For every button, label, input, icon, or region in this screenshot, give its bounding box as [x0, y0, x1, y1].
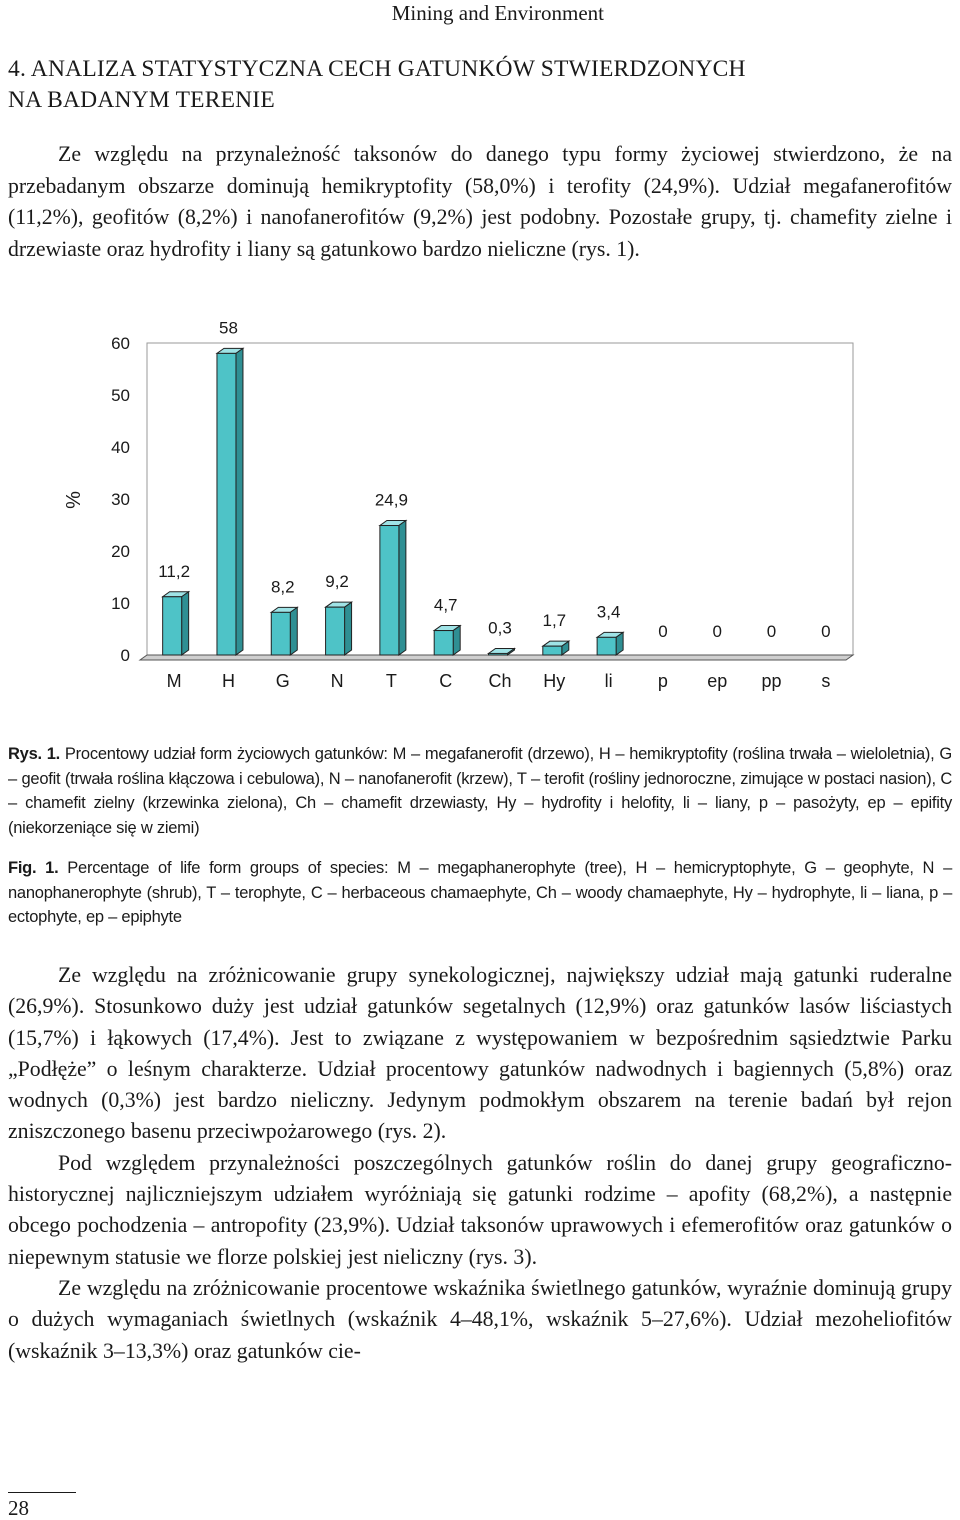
x-tick-label: ep: [707, 671, 728, 691]
y-tick-label: 40: [111, 438, 130, 457]
chart-floor: [140, 655, 853, 660]
caption-en-label: Fig. 1.: [8, 859, 59, 877]
bar: [489, 653, 508, 655]
bar: [217, 353, 236, 655]
bar: [326, 607, 345, 655]
y-tick-label: 0: [120, 646, 130, 665]
data-label: 24,9: [374, 490, 408, 510]
bar: [597, 637, 616, 655]
running-title: Mining and Environment: [391, 1, 604, 25]
x-tick-label: M: [166, 671, 182, 691]
y-tick-label: 30: [111, 490, 130, 509]
x-tick-label: pp: [761, 671, 782, 691]
caption-en-text: Percentage of life form groups of species: M – megaphanerophyte (tree), H – hemicryptophyte, G – geophyte, N – nanophanerophyte (shrub), T – terophyte, C – herbaceous chamaephyte, Ch – woody chamaephyte, Hy – hydrophyte, li – liana, p – ectophyte, ep – epiphyte: [8, 859, 952, 926]
plot-frame: [147, 343, 853, 655]
body-text: [8, 960, 952, 1367]
data-label: 11,2: [158, 561, 191, 581]
body-paragraph: Pod względem przynależności poszczególnych gatunków roślin do danej grupy geograficzno-historycznej najliczniejszym udziałem wyróżniają się gatunki rodzime – apofity (68,2%), a następnie obcego pochodzenia – antropofity (23,9%). Udział taksonów uprawowych i efemerofitów oraz gatunków o niepewnym statusie we florze polskiej jest nieliczny (rys. 3).: [8, 1150, 952, 1269]
data-label: 0: [658, 622, 668, 641]
data-label: 0: [766, 622, 777, 641]
bar-side: [182, 592, 189, 655]
x-tick-label: Ch: [488, 671, 512, 691]
x-tick-label: p: [657, 671, 668, 691]
bar-side: [399, 521, 406, 655]
bar: [271, 612, 290, 655]
y-tick-label: 60: [111, 334, 130, 353]
footer-rule: [8, 1492, 76, 1493]
y-tick-label: 10: [111, 594, 130, 613]
x-tick-label: Hy: [543, 671, 566, 691]
data-label: 8,2: [270, 577, 295, 597]
section-title-line-1: 4. ANALIZA STATYSTYCZNA CECH GATUNKÓW STWIERDZONYCH: [8, 56, 746, 82]
bar: [543, 646, 562, 655]
intro-paragraph: Ze względu na przynależność taksonów do danego typu formy życiowej stwierdzono, że na przebadanym obszarze dominują hemikryptofity (58,0%) i terofity (24,9%). Udział megafanerofitów (11,2%), geofitów (8,2%) i nanofanerofitów (9,2%) jest podobny. Pozostałe grupy, tj. chamefity zielne i drzewiaste oraz hydrofity i liany są gatunkowo bardzo nieliczne (rys. 1).: [8, 142, 952, 262]
section-title-line-2: NA BADANYM TERENIE: [8, 87, 275, 113]
x-tick-label: N: [330, 671, 344, 691]
section-title: [8, 54, 938, 116]
caption-pl-text: Procentowy udział form życiowych gatunków: M – megafanerofit (drzewo), H – hemikryptofity (roślina trwała – wieloletnia), G – geofit (trwała roślina kłączowa i cebulowa), N – nanofanerofit (krzew), T – terofit (rośliny jednoroczne, zimujące w postaci nasion), C – chamefit zielny (krzewinka zielona), Ch – chamefit drzewiasty, Hy – hydrofity i helofity, li – liany, p – pasożyty, ep – epifity (niekorzeniące się w ziemi): [8, 745, 952, 837]
body-paragraph: Ze względu na zróżnicowanie procentowe wskaźnika świetlnego gatunków, wyraźnie dominują grupy o dużych wymaganiach świetlnych (wskaźnik 4–48,1%, wskaźnik 5–27,6%). Udział mezoheliofitów (wskaźnik 3–13,3%) oraz gatunków cie-: [8, 1275, 952, 1363]
caption-pl-label: Rys. 1.: [8, 745, 61, 763]
bar-side: [453, 626, 460, 655]
x-tick-label: T: [385, 671, 397, 691]
bar-side: [290, 607, 297, 655]
data-label: 9,2: [325, 572, 349, 592]
x-tick-label: H: [221, 671, 235, 691]
data-label: 0,3: [488, 618, 512, 638]
data-label: 1,7: [542, 611, 567, 631]
bar: [434, 631, 453, 655]
x-tick-label: C: [439, 671, 453, 691]
y-axis-label: %: [63, 491, 85, 509]
data-label: 0: [712, 622, 722, 641]
bar-side: [236, 348, 243, 655]
bar: [380, 526, 399, 655]
data-label: 3,4: [596, 602, 621, 622]
x-tick-label: G: [275, 671, 290, 691]
figure-caption-english: [8, 856, 952, 930]
data-label: 58: [219, 318, 238, 338]
intro-paragraph-block: [8, 139, 952, 266]
x-tick-label: li: [604, 671, 613, 691]
body-paragraph: Ze względu na zróżnicowanie grupy synekologicznej, największy udział mają gatunki ruderalne (26,9%). Stosunkowo duży jest udział gatunków segetalnych (12,9%) oraz gatunków lasów liściastych (15,7%) i łąkowych (17,4%). Jest to związane z występowaniem w bezpośrednim sąsiedztwie Parku „Podłęże” o leśnym charakterze. Udział procentowy gatunków nadwodnych i bagiennych (5,8%) oraz wodnych (0,3%) jest bardzo nieliczny. Jedynym podmokłym obszarem na terenie badań był rejon zniszczonego basenu przeciwpożarowego (rys. 2).: [8, 963, 952, 1144]
bar-side: [345, 602, 352, 655]
life-form-bar-chart: [0, 310, 960, 710]
y-tick-label: 50: [111, 386, 130, 405]
bar: [163, 597, 182, 655]
x-tick-label: s: [821, 671, 831, 691]
figure-caption-polish: [8, 742, 952, 840]
page-number: 28: [8, 1496, 29, 1520]
data-label: 0: [821, 622, 831, 641]
y-tick-label: 20: [111, 542, 130, 561]
data-label: 4,7: [433, 595, 458, 615]
